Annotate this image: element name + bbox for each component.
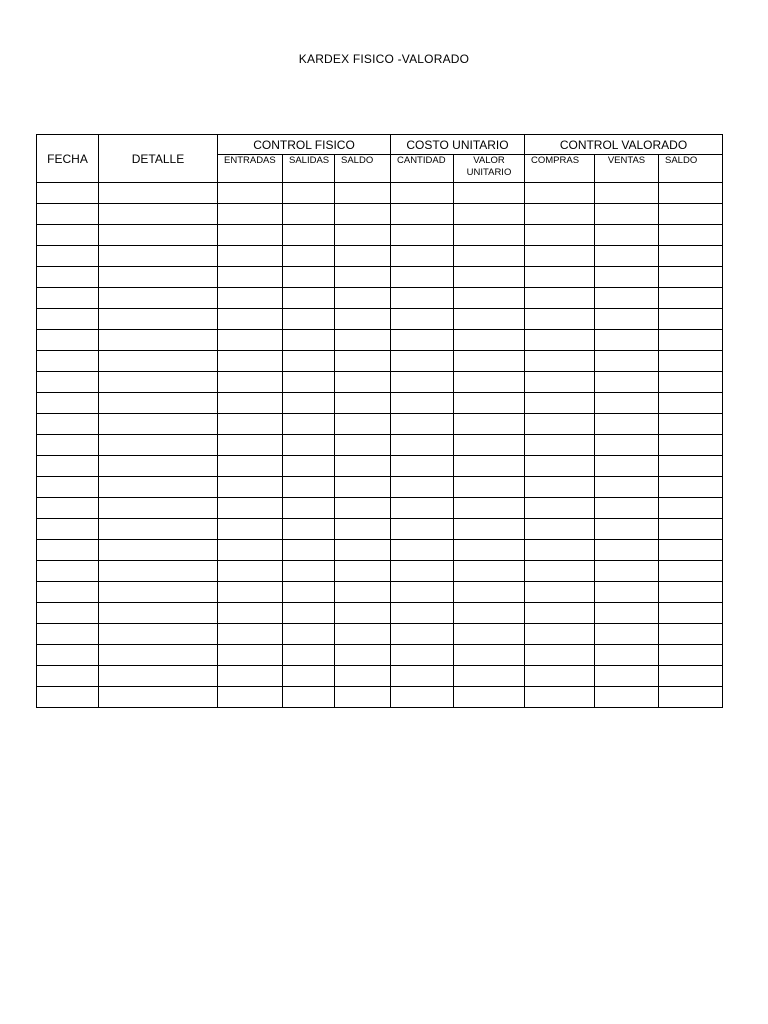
detalle-cell [99, 519, 218, 540]
table-row [37, 225, 723, 246]
detalle-cell [99, 414, 218, 435]
saldo-valorado-cell [659, 393, 723, 414]
saldo-fisico-cell [335, 267, 391, 288]
valor-unitario-cell [454, 267, 525, 288]
compras-cell [525, 351, 595, 372]
entradas-cell [218, 414, 283, 435]
compras-cell [525, 414, 595, 435]
fecha-cell [37, 561, 99, 582]
table-row [37, 477, 723, 498]
fecha-cell [37, 519, 99, 540]
entradas-cell [218, 435, 283, 456]
cantidad-cell [391, 498, 454, 519]
table-row [37, 267, 723, 288]
saldo-valorado-cell [659, 540, 723, 561]
compras-cell [525, 225, 595, 246]
detalle-cell [99, 603, 218, 624]
costo-unitario-header: COSTO UNITARIO [391, 135, 525, 155]
detalle-cell [99, 372, 218, 393]
cantidad-cell [391, 183, 454, 204]
saldo-fisico-cell [335, 393, 391, 414]
compras-cell [525, 204, 595, 225]
compras-cell [525, 666, 595, 687]
ventas-cell [595, 330, 659, 351]
valor-unitario-cell [454, 204, 525, 225]
saldo-fisico-cell [335, 183, 391, 204]
saldo-valorado-cell [659, 645, 723, 666]
ventas-cell [595, 288, 659, 309]
fecha-cell [37, 582, 99, 603]
fecha-cell [37, 666, 99, 687]
salidas-cell [283, 624, 335, 645]
saldo-valorado-cell [659, 687, 723, 708]
detalle-cell [99, 309, 218, 330]
saldo-valorado-cell [659, 351, 723, 372]
table-row [37, 393, 723, 414]
entradas-cell [218, 477, 283, 498]
detalle-cell [99, 246, 218, 267]
table-row [37, 456, 723, 477]
cantidad-cell [391, 603, 454, 624]
salidas-cell [283, 351, 335, 372]
saldo-fisico-cell [335, 561, 391, 582]
valor-unitario-cell [454, 645, 525, 666]
valor-unitario-cell [454, 603, 525, 624]
salidas-cell [283, 267, 335, 288]
saldo-fisico-cell [335, 666, 391, 687]
ventas-header: VENTAS [595, 155, 659, 183]
fecha-cell [37, 687, 99, 708]
saldo-valorado-cell [659, 582, 723, 603]
entradas-cell [218, 603, 283, 624]
entradas-cell [218, 309, 283, 330]
valor-unitario-cell [454, 351, 525, 372]
table-row [37, 414, 723, 435]
fecha-header: FECHA [37, 135, 99, 183]
entradas-cell [218, 540, 283, 561]
cantidad-cell [391, 225, 454, 246]
salidas-cell [283, 330, 335, 351]
saldo-valorado-cell [659, 372, 723, 393]
compras-header: COMPRAS [525, 155, 595, 183]
fecha-cell [37, 456, 99, 477]
valor-unitario-cell [454, 246, 525, 267]
fecha-cell [37, 246, 99, 267]
table-row [37, 435, 723, 456]
fecha-cell [37, 372, 99, 393]
saldo-fisico-cell [335, 288, 391, 309]
detalle-cell [99, 687, 218, 708]
cantidad-cell [391, 204, 454, 225]
saldo-valorado-cell [659, 498, 723, 519]
compras-cell [525, 456, 595, 477]
saldo-fisico-cell [335, 204, 391, 225]
cantidad-cell [391, 624, 454, 645]
valor-unitario-cell [454, 183, 525, 204]
entradas-cell [218, 351, 283, 372]
detalle-cell [99, 582, 218, 603]
cantidad-cell [391, 561, 454, 582]
compras-cell [525, 267, 595, 288]
salidas-cell [283, 519, 335, 540]
salidas-cell [283, 393, 335, 414]
fecha-cell [37, 414, 99, 435]
valor-unitario-cell [454, 414, 525, 435]
valor-unitario-cell [454, 666, 525, 687]
saldo-fisico-cell [335, 540, 391, 561]
document-title: KARDEX FISICO -VALORADO [298, 52, 470, 66]
ventas-cell [595, 456, 659, 477]
table-row [37, 183, 723, 204]
cantidad-cell [391, 372, 454, 393]
cantidad-cell [391, 456, 454, 477]
detalle-cell [99, 351, 218, 372]
compras-cell [525, 561, 595, 582]
valor-unitario-cell [454, 330, 525, 351]
detalle-cell [99, 225, 218, 246]
entradas-cell [218, 666, 283, 687]
ventas-cell [595, 666, 659, 687]
compras-cell [525, 246, 595, 267]
saldo-fisico-cell [335, 309, 391, 330]
entradas-cell [218, 687, 283, 708]
cantidad-cell [391, 540, 454, 561]
saldo-fisico-cell [335, 351, 391, 372]
ventas-cell [595, 603, 659, 624]
salidas-cell [283, 687, 335, 708]
salidas-cell [283, 603, 335, 624]
fecha-cell [37, 204, 99, 225]
table-row [37, 246, 723, 267]
saldo-valorado-cell [659, 288, 723, 309]
table-row [37, 645, 723, 666]
fecha-cell [37, 498, 99, 519]
detalle-cell [99, 561, 218, 582]
compras-cell [525, 582, 595, 603]
entradas-cell [218, 246, 283, 267]
cantidad-cell [391, 393, 454, 414]
detalle-cell [99, 540, 218, 561]
entradas-cell [218, 204, 283, 225]
salidas-cell [283, 183, 335, 204]
cantidad-cell [391, 582, 454, 603]
detalle-cell [99, 393, 218, 414]
detalle-cell [99, 267, 218, 288]
ventas-cell [595, 498, 659, 519]
header-row-groups [37, 135, 723, 155]
cantidad-cell [391, 645, 454, 666]
saldo-fisico-cell [335, 498, 391, 519]
saldo-valorado-cell [659, 561, 723, 582]
detalle-cell [99, 330, 218, 351]
valor-unitario-cell [454, 519, 525, 540]
fecha-cell [37, 540, 99, 561]
salidas-cell [283, 414, 335, 435]
compras-cell [525, 519, 595, 540]
salidas-cell [283, 582, 335, 603]
entradas-cell [218, 645, 283, 666]
table-row [37, 603, 723, 624]
valor-unitario-cell [454, 540, 525, 561]
entradas-cell [218, 582, 283, 603]
saldo-valorado-cell [659, 330, 723, 351]
compras-cell [525, 435, 595, 456]
saldo-fisico-cell [335, 645, 391, 666]
saldo-fisico-cell [335, 372, 391, 393]
ventas-cell [595, 267, 659, 288]
fecha-cell [37, 351, 99, 372]
saldo-valorado-cell [659, 414, 723, 435]
compras-cell [525, 330, 595, 351]
detalle-cell [99, 477, 218, 498]
salidas-cell [283, 372, 335, 393]
entradas-cell [218, 372, 283, 393]
salidas-cell [283, 561, 335, 582]
valor-unitario-cell [454, 687, 525, 708]
fecha-cell [37, 183, 99, 204]
valor-unitario-cell [454, 561, 525, 582]
fecha-cell [37, 267, 99, 288]
valor-unitario-cell [454, 372, 525, 393]
cantidad-cell [391, 246, 454, 267]
entradas-cell [218, 225, 283, 246]
table-row [37, 519, 723, 540]
fecha-cell [37, 624, 99, 645]
saldo-fisico-cell [335, 687, 391, 708]
table-row [37, 330, 723, 351]
valor-unitario-cell [454, 582, 525, 603]
saldo-fisico-cell [335, 414, 391, 435]
saldo-fisico-cell [335, 435, 391, 456]
saldo-fisico-cell [335, 246, 391, 267]
saldo-fisico-cell [335, 624, 391, 645]
saldo-fisico-cell [335, 225, 391, 246]
salidas-cell [283, 225, 335, 246]
salidas-header: SALIDAS [283, 155, 335, 183]
table-row [37, 372, 723, 393]
ventas-cell [595, 393, 659, 414]
fecha-cell [37, 225, 99, 246]
detalle-cell [99, 645, 218, 666]
valor-unitario-cell [454, 477, 525, 498]
entradas-cell [218, 561, 283, 582]
saldo-fisico-cell [335, 519, 391, 540]
entradas-cell [218, 498, 283, 519]
saldo-valorado-cell [659, 267, 723, 288]
fecha-cell [37, 393, 99, 414]
saldo-valorado-cell [659, 246, 723, 267]
ventas-cell [595, 540, 659, 561]
saldo-fisico-cell [335, 603, 391, 624]
detalle-cell [99, 624, 218, 645]
cantidad-cell [391, 519, 454, 540]
saldo-valorado-cell [659, 666, 723, 687]
cantidad-header: CANTIDAD [391, 155, 454, 183]
entradas-cell [218, 624, 283, 645]
compras-cell [525, 309, 595, 330]
salidas-cell [283, 498, 335, 519]
ventas-cell [595, 645, 659, 666]
ventas-cell [595, 519, 659, 540]
saldo-valorado-cell [659, 435, 723, 456]
cantidad-cell [391, 687, 454, 708]
ventas-cell [595, 477, 659, 498]
detalle-cell [99, 183, 218, 204]
entradas-cell [218, 183, 283, 204]
saldo-valorado-cell [659, 519, 723, 540]
control-valorado-header: CONTROL VALORADO [525, 135, 723, 155]
ventas-cell [595, 414, 659, 435]
salidas-cell [283, 435, 335, 456]
cantidad-cell [391, 477, 454, 498]
cantidad-cell [391, 330, 454, 351]
salidas-cell [283, 477, 335, 498]
detalle-cell [99, 435, 218, 456]
fecha-cell [37, 645, 99, 666]
salidas-cell [283, 645, 335, 666]
entradas-cell [218, 393, 283, 414]
kardex-table [36, 134, 723, 708]
valor-unitario-cell [454, 288, 525, 309]
saldo-valorado-cell [659, 309, 723, 330]
salidas-cell [283, 309, 335, 330]
saldo-valorado-cell [659, 456, 723, 477]
saldo-valorado-cell [659, 624, 723, 645]
ventas-cell [595, 435, 659, 456]
fecha-cell [37, 309, 99, 330]
ventas-cell [595, 687, 659, 708]
compras-cell [525, 183, 595, 204]
salidas-cell [283, 456, 335, 477]
detalle-cell [99, 456, 218, 477]
detalle-cell [99, 498, 218, 519]
compras-cell [525, 477, 595, 498]
valor-unitario-header: VALOR UNITARIO [454, 155, 525, 183]
cantidad-cell [391, 309, 454, 330]
salidas-cell [283, 666, 335, 687]
entradas-cell [218, 456, 283, 477]
salidas-cell [283, 540, 335, 561]
table-row [37, 498, 723, 519]
fecha-cell [37, 288, 99, 309]
detalle-cell [99, 288, 218, 309]
salidas-cell [283, 288, 335, 309]
cantidad-cell [391, 288, 454, 309]
saldo-fisico-cell [335, 330, 391, 351]
entradas-cell [218, 288, 283, 309]
ventas-cell [595, 204, 659, 225]
saldo-fisico-cell [335, 477, 391, 498]
valor-unitario-cell [454, 498, 525, 519]
compras-cell [525, 687, 595, 708]
entradas-cell [218, 330, 283, 351]
entradas-cell [218, 519, 283, 540]
saldo-valorado-cell [659, 477, 723, 498]
saldo-valorado-cell [659, 204, 723, 225]
compras-cell [525, 624, 595, 645]
compras-cell [525, 372, 595, 393]
valor-unitario-cell [454, 624, 525, 645]
detalle-cell [99, 666, 218, 687]
table-row [37, 309, 723, 330]
entradas-cell [218, 267, 283, 288]
fecha-cell [37, 477, 99, 498]
kardex-body [37, 183, 723, 708]
fecha-cell [37, 435, 99, 456]
cantidad-cell [391, 666, 454, 687]
ventas-cell [595, 183, 659, 204]
ventas-cell [595, 582, 659, 603]
valor-unitario-cell [454, 435, 525, 456]
salidas-cell [283, 204, 335, 225]
detalle-cell [99, 204, 218, 225]
table-row [37, 666, 723, 687]
fecha-cell [37, 603, 99, 624]
compras-cell [525, 498, 595, 519]
saldo-valorado-cell [659, 603, 723, 624]
saldo-fisico-cell [335, 582, 391, 603]
table-row [37, 540, 723, 561]
ventas-cell [595, 246, 659, 267]
compras-cell [525, 393, 595, 414]
valor-unitario-cell [454, 225, 525, 246]
detalle-header: DETALLE [99, 135, 218, 183]
table-row [37, 204, 723, 225]
salidas-cell [283, 246, 335, 267]
table-row [37, 582, 723, 603]
compras-cell [525, 540, 595, 561]
compras-cell [525, 288, 595, 309]
saldo-valorado-header: SALDO [659, 155, 723, 183]
saldo-fisico-cell [335, 456, 391, 477]
ventas-cell [595, 351, 659, 372]
saldo-fisico-header: SALDO [335, 155, 391, 183]
fecha-cell [37, 330, 99, 351]
table-row [37, 351, 723, 372]
compras-cell [525, 603, 595, 624]
table-row [37, 288, 723, 309]
cantidad-cell [391, 435, 454, 456]
valor-unitario-cell [454, 309, 525, 330]
ventas-cell [595, 372, 659, 393]
ventas-cell [595, 561, 659, 582]
ventas-cell [595, 309, 659, 330]
table-row [37, 687, 723, 708]
valor-unitario-cell [454, 393, 525, 414]
cantidad-cell [391, 351, 454, 372]
compras-cell [525, 645, 595, 666]
cantidad-cell [391, 414, 454, 435]
cantidad-cell [391, 267, 454, 288]
ventas-cell [595, 225, 659, 246]
saldo-valorado-cell [659, 183, 723, 204]
table-row [37, 624, 723, 645]
ventas-cell [595, 624, 659, 645]
control-fisico-header: CONTROL FISICO [218, 135, 391, 155]
valor-unitario-cell [454, 456, 525, 477]
entradas-header: ENTRADAS [218, 155, 283, 183]
saldo-valorado-cell [659, 225, 723, 246]
table-row [37, 561, 723, 582]
